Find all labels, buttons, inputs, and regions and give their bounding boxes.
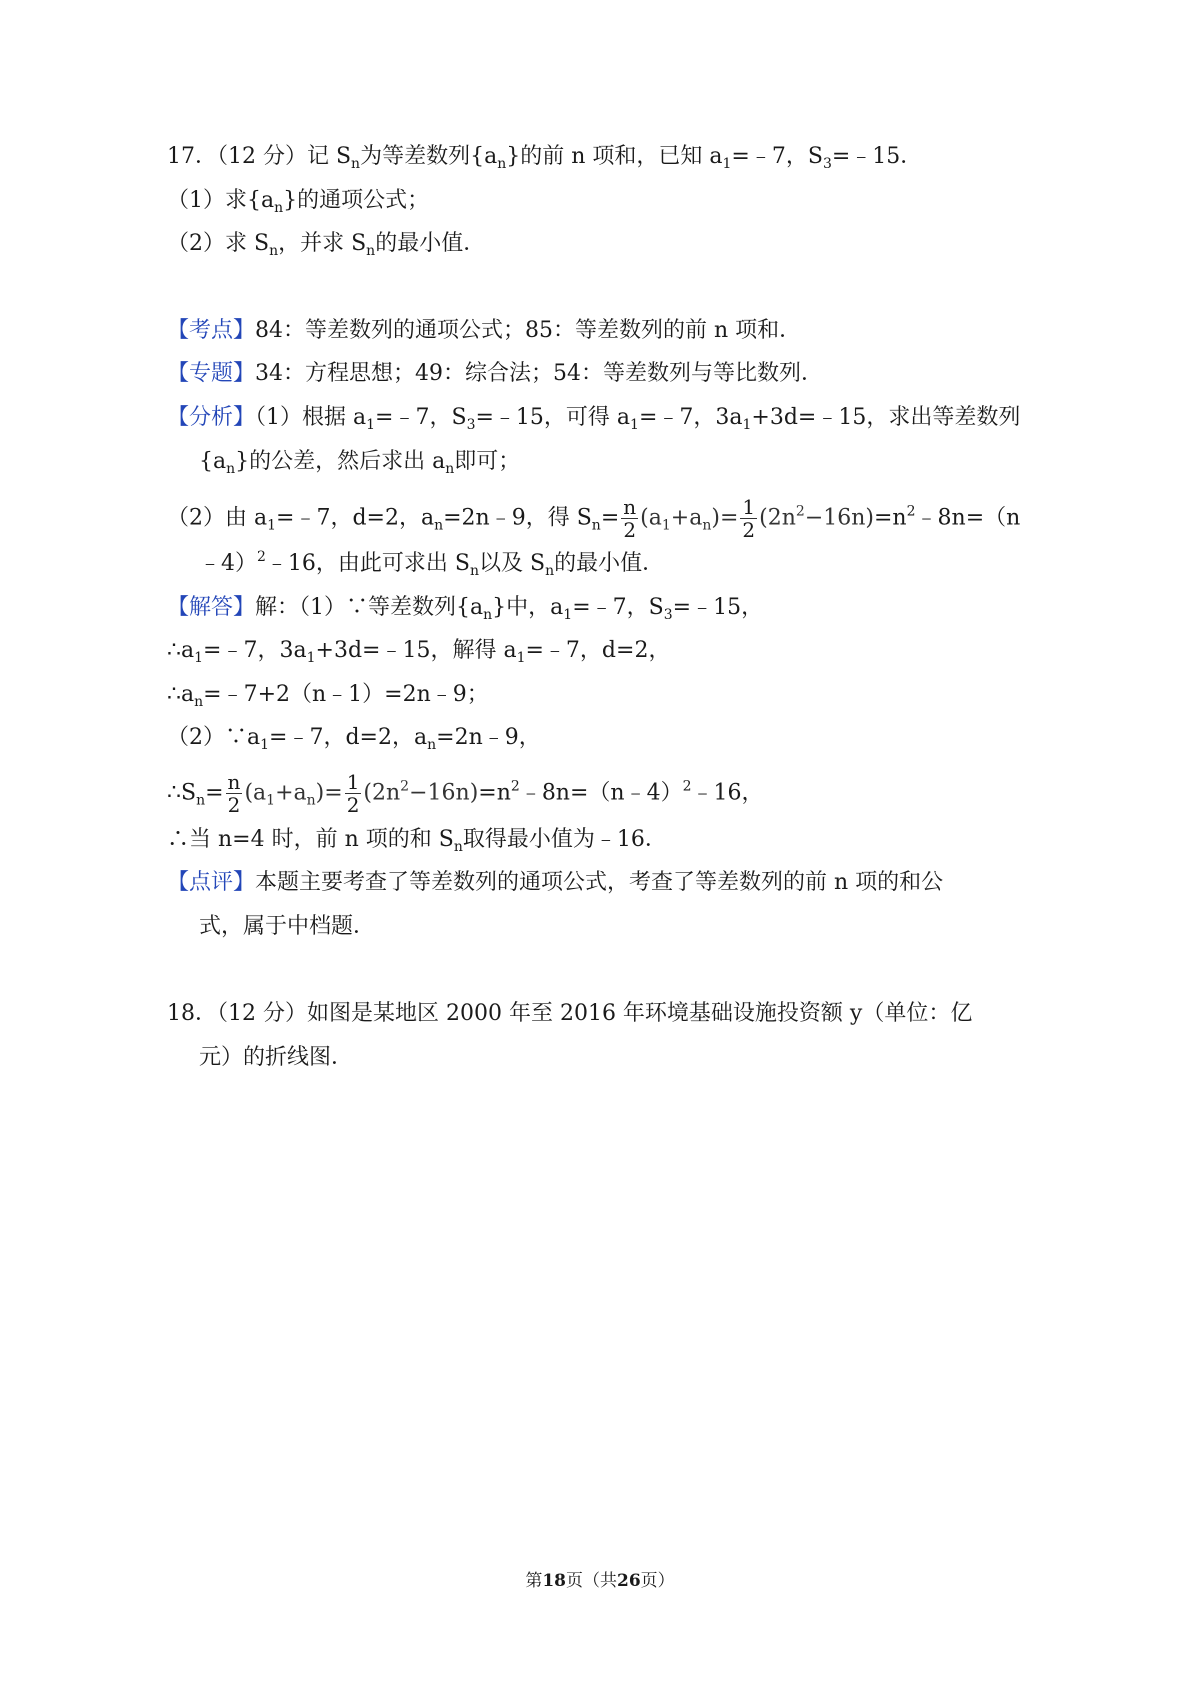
jieda-tag: 【解答】 bbox=[167, 595, 256, 620]
zhuanti-tag: 【专题】 bbox=[167, 361, 256, 386]
q17-part2: （2）求 $S_n$，并求 $S_n$的最小值． bbox=[167, 231, 486, 259]
jieda-line-1: 【解答】解：（1）∵等差数列$\{a_n\}$中，$a_1=﹣7$，$S_3=﹣15$， bbox=[167, 595, 764, 623]
q18-stem-line-2: 元）的折线图． bbox=[199, 1045, 354, 1070]
dianping-tag: 【点评】 bbox=[167, 870, 256, 895]
fraction-1-over-2: $\frac{1}{2}$ bbox=[742, 495, 756, 542]
q18-stem-line-1: 18．（12 分）如图是某地区 2000 年至 2016 年环境基础设施投资额 y（单位：亿 bbox=[167, 1001, 973, 1026]
kaodian-tag: 【考点】 bbox=[167, 318, 256, 343]
q17-part1: （1）求$\{a_n\}$的通项公式； bbox=[167, 188, 430, 216]
page-number: 18 bbox=[542, 1571, 566, 1591]
kaodian-line: 【考点】84：等差数列的通项公式；85：等差数列的前 n 项和． bbox=[167, 318, 802, 343]
fraction-n-over-2: $\frac{n}{2}$ bbox=[623, 495, 637, 542]
jieda-line-2: $\therefore a_1=﹣7$，$3a_1+3d=﹣15$，解得 $a_1=﹣7$，d=2， bbox=[167, 638, 671, 666]
dianping-line-1: 【点评】本题主要考查了等差数列的通项公式，考查了等差数列的前 n 项的和公 bbox=[167, 870, 944, 895]
jieda-line-5: $\therefore S_n=$ $\frac{n}{2}$ $(a_1+a_n)=$ $\frac{1}{2}$ $(2n^2-16n)=n^2﹣8n=(n﹣4)^2﹣16$， bbox=[167, 770, 764, 817]
jieda-line-6: ∴当 n=4 时，前 n 项的和 $S_n$取得最小值为﹣16． bbox=[167, 827, 667, 855]
fenxi-tag: 【分析】 bbox=[167, 405, 256, 430]
total-pages: 26 bbox=[617, 1571, 641, 1591]
fraction-n-over-2: $\frac{n}{2}$ bbox=[227, 770, 241, 817]
fenxi-line-4: ﹣4）$^2$﹣16，由此可求出 $S_n$以及 $S_n$的最小值． bbox=[199, 549, 665, 579]
jieda-line-4: $(2)\because a_1=﹣7$，d=2，$a_n=2n﹣9$， bbox=[167, 725, 541, 753]
page-footer: 第18页（共26页） bbox=[525, 1571, 675, 1591]
zhuanti-line: 【专题】34：方程思想；49：综合法；54：等差数列与等比数列． bbox=[167, 361, 823, 386]
fenxi-line-3: （2）由 $a_1=﹣7$，d=2，$a_n=2n﹣9$，得 $S_n=$ $\frac{n}{2}$ $(a_1+a_n)=$ $\frac{1}{2}$ $(2n^2-16n)=n^2﹣8n=(n$ bbox=[167, 495, 1021, 542]
fraction-1-over-2: $\frac{1}{2}$ bbox=[346, 770, 360, 817]
dianping-line-2: 式，属于中档题． bbox=[199, 914, 376, 939]
q17-stem: 17．（12 分）记 $S_n$为等差数列$\{a_n\}$的前 n 项和，已知 $a_1=﹣7$，$S_3=﹣15$． bbox=[167, 144, 923, 172]
fenxi-line-1: 【分析】（1）根据 $a_1=﹣7$，$S_3=﹣15$，可得 $a_1=﹣7$，$3a_1+3d=﹣15$，求出等差数列 bbox=[167, 405, 1021, 433]
jieda-line-3: $\therefore a_n=﹣7+2(n﹣1)=2n﹣9$； bbox=[167, 682, 489, 710]
fenxi-line-2: $\{a_n\}$的公差，然后求出 $a_n$即可； bbox=[199, 449, 521, 477]
